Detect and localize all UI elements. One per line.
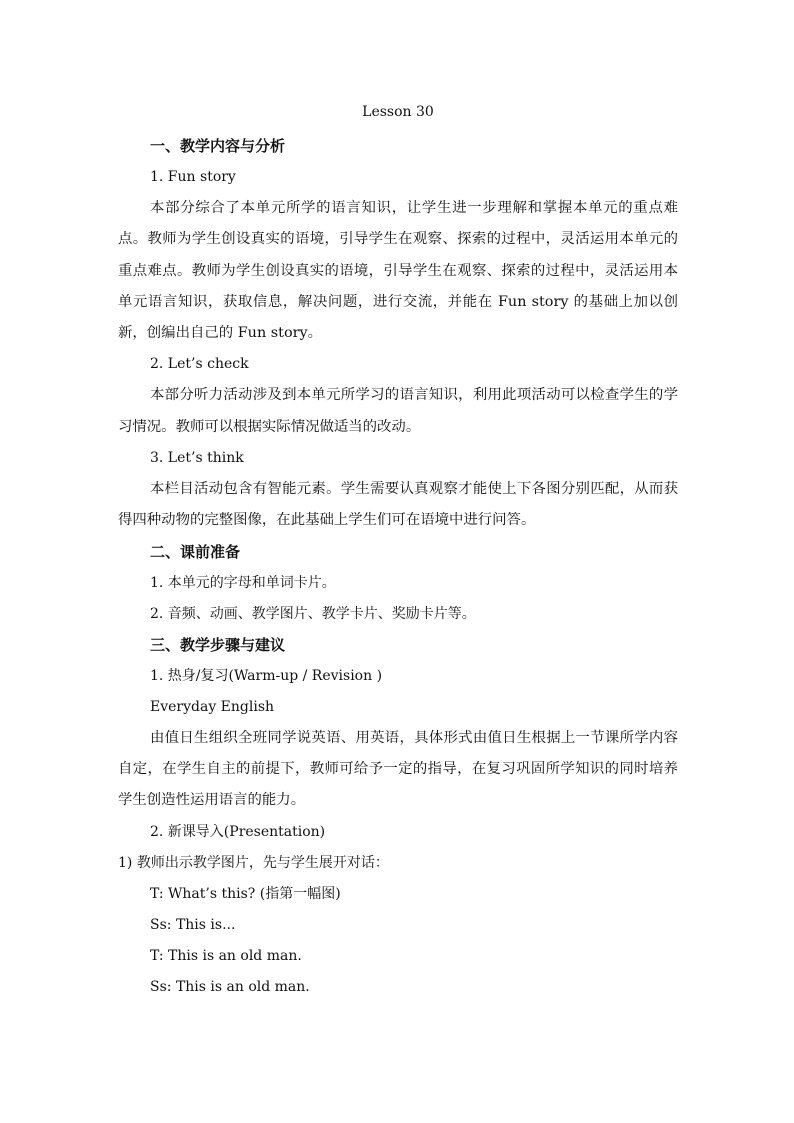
paragraph-fun-story: 本部分综合了本单元所学的语言知识，让学生进一步理解和掌握本单元的重点难点。教师为学生创设真实的语境，引导学生在观察、探索的过程中，灵活运用本单元的重点难点。教师为学生创设真实的语境，引导学生在观察、探索的过程中，灵活运用本单元语言知识，获取信息，解决问题，进行交流，并能在 Fun story 的基础上加以创新，创编出自己的 Fun story。 xyxy=(118,200,678,342)
section-heading-content-analysis: 一、教学内容与分析 xyxy=(150,137,286,155)
paragraph-lets-think: 本栏目活动包含有智能元素。学生需要认真观察才能使上下各图分别匹配，从而获得四种动物的完整图像，在此基础上学生们可在语境中进行问答。 xyxy=(118,481,678,529)
prep-item-2: 2. 音频、动画、教学图片、教学卡片、奖励卡片等。 xyxy=(150,605,476,622)
step-title-presentation: 2. 新课导入(Presentation) xyxy=(150,823,326,840)
section-heading-teaching-steps: 三、教学步骤与建议 xyxy=(150,635,286,654)
document-content xyxy=(118,100,678,1003)
dialog-line: Ss: This is... xyxy=(150,916,236,933)
prep-item-1: 1. 本单元的字母和单词卡片。 xyxy=(150,574,336,591)
section-heading-preparation: 二、课前准备 xyxy=(150,542,241,561)
dialog-line: T: What’s this? (指第一幅图) xyxy=(150,885,341,902)
step-title-warmup: 1. 热身/复习(Warm-up / Revision ) xyxy=(150,667,383,684)
item-title-fun-story: 1. Fun story xyxy=(150,169,236,185)
dialog-line: Ss: This is an old man. xyxy=(150,978,310,995)
item-title-lets-think: 3. Let’s think xyxy=(150,450,244,467)
paragraph-lets-check: 本部分听力活动涉及到本单元所学习的语言知识，利用此项活动可以检查学生的学习情况。教师可以根据实际情况做适当的改动。 xyxy=(118,387,678,435)
dialog-line: T: This is an old man. xyxy=(150,947,302,964)
presentation-step-1: 1) 教师出示教学图片，先与学生展开对话： xyxy=(118,854,389,871)
everyday-english-label: Everyday English xyxy=(150,698,275,715)
paragraph-warmup: 由值日生组织全班同学说英语、用英语，具体形式由值日生根据上一节课所学内容自定，在学生自主的前提下，教师可给予一定的指导，在复习巩固所学知识的同时培养学生创造性运用语言的能力。 xyxy=(118,729,678,809)
item-title-lets-check: 2. Let’s check xyxy=(150,356,249,373)
lesson-title: Lesson 30 xyxy=(362,104,434,120)
